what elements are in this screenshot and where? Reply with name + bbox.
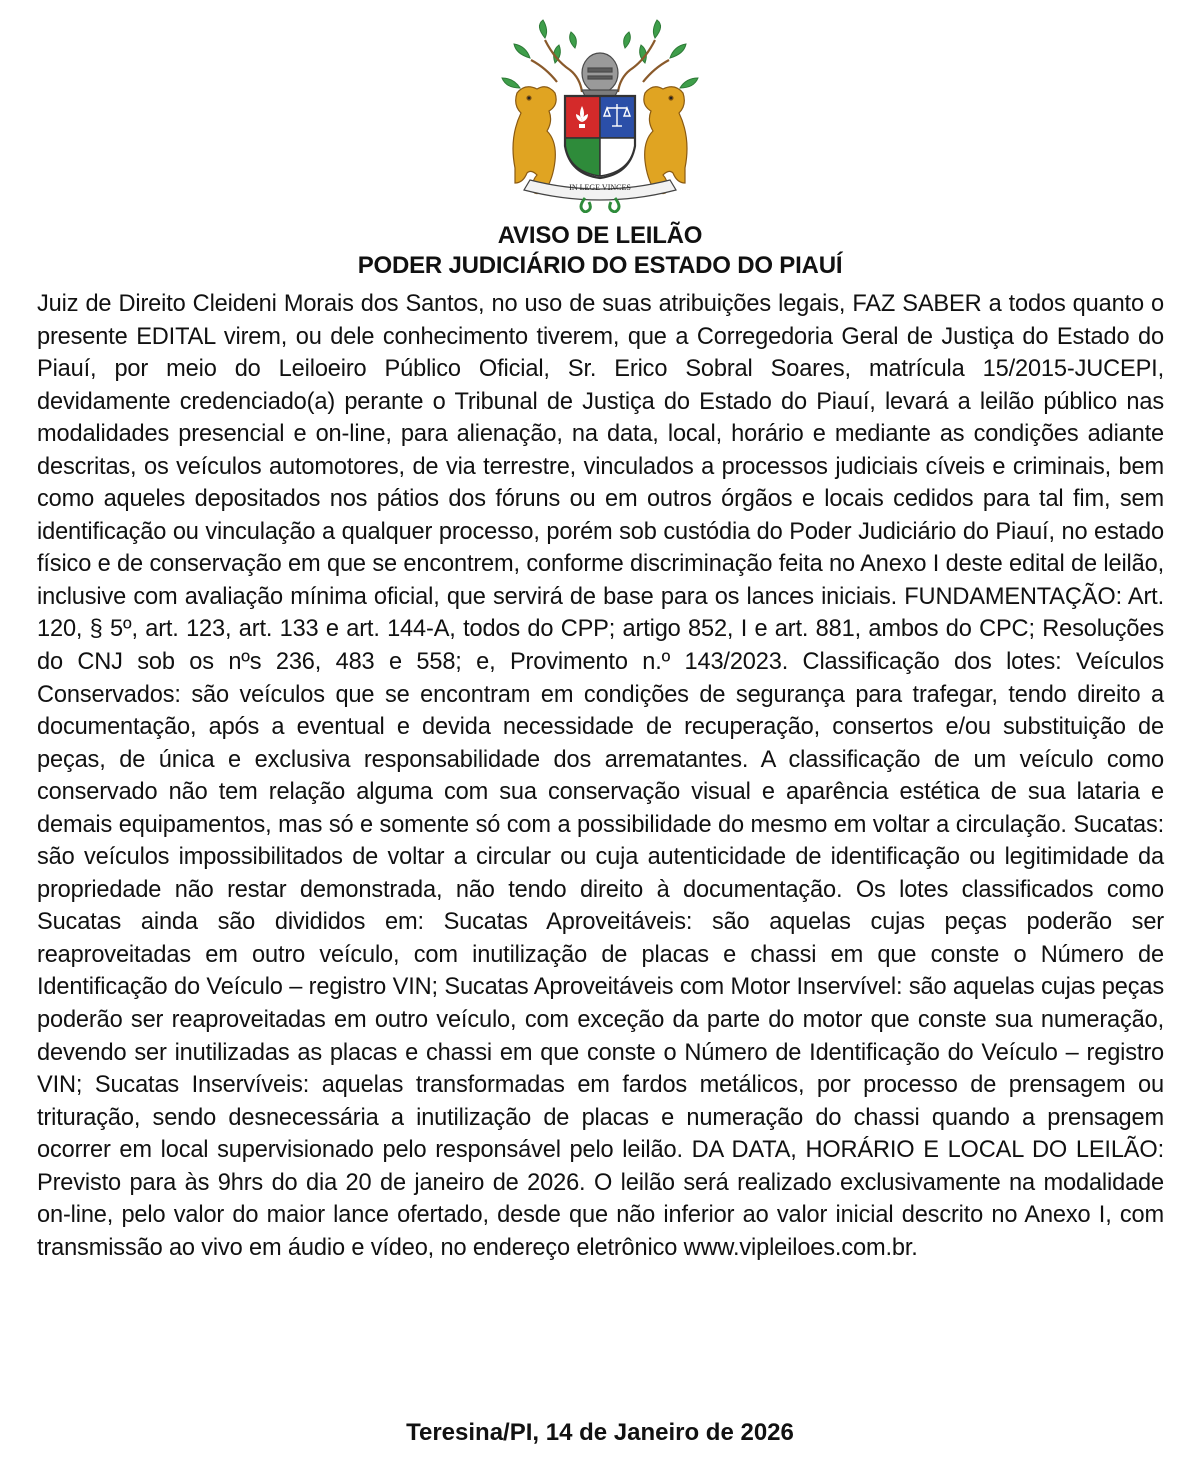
shield bbox=[565, 96, 635, 178]
coat-of-arms-emblem bbox=[485, 18, 715, 213]
helmet bbox=[582, 53, 618, 98]
title-block bbox=[0, 221, 1200, 281]
notice-subtitle: PODER JUDICIÁRIO DO ESTADO DO PIAUÍ bbox=[357, 252, 843, 279]
place-date-signature: Teresina/PI, 14 de Janeiro de 2026 bbox=[406, 1419, 794, 1446]
notice-body-paragraph: Juiz de Direito Cleideni Morais dos Santos, no uso de suas atribuições legais, FAZ SABER a todos quanto o presente EDITAL virem, ou dele conhecimento tiverem, que a Corregedoria Geral de Justiça do Estado do Piauí, por meio do Leiloeiro Público Oficial, Sr. Erico Sobral Soares, matrícula 15/2015-JUCEPI, devidamente credenciado(a) perante o Tribunal de Justiça do Estado do Piauí, levará a leilão público nas modalidades presencial e on-line, para alienação, na data, local, horário e mediante as condições adiante descritas, os veículos automotores, de via terrestre, vinculados a processos judiciais cíveis e criminais, bem como aqueles depositados nos pátios dos fóruns ou em outros órgãos e locais cedidos para tal fim, sem identificação ou vinculação a qualquer processo, porém sob custódia do Poder Judiciário do Piauí, no estado físico e de conservação em que se encontrem, conforme discriminação feita no Anexo I deste edital de leilão, inclusive com avaliação mínima oficial, que servirá de base para os lances iniciais. FUNDAMENTAÇÃO: Art. 120, § 5º, art. 123, art. 133 e art. 144-A, todos do CPP; artigo 852, I e art. 881, ambos do CPC; Resoluções do CNJ sob os nºs 236, 483 e 558; e, Provimento n.º 143/2023. Classificação dos lotes: Veículos Conservados: são veículos que se encontram em condições de segurança para trafegar, tendo direito a documentação, após a eventual e devida necessidade de recuperação, consertos e/ou substituição de peças, de única e exclusiva responsabilidade dos arrematantes. A classificação de um veículo como conservado não tem relação alguma com sua conservação visual e aparência estética de sua lataria e demais equipamentos, mas só e somente só com a possibilidade do mesmo em voltar a circulação. Sucatas: são veículos impossibilitados de voltar a circular ou cuja autenticidade de identificação ou legitimidade da propriedade não restar demonstrada, não tendo direito à documentação. Os lotes classificados como Sucatas ainda são divididos em: Sucatas Aproveitáveis: são aquelas cujas peças poderão ser reaproveitadas em outro veículo, com inutilização de placas e chassi em que conste o Número de Identificação do Veículo – registro VIN; Sucatas Aproveitáveis com Motor Inservível: são aquelas cujas peças poderão ser reaproveitadas em outro veículo, com exceção da parte do motor que conste sua numeração, devendo ser inutilizadas as placas e chassi em que conste o Número de Identificação do Veículo – registro VIN; Sucatas Inservíveis: aquelas transformadas em fardos metálicos, por processo de prensagem ou trituração, sendo desnecessária a inutilização de placas e numeração do chassi quando a prensagem ocorrer em local supervisionado pelo responsável pelo leilão. DA DATA, HORÁRIO E LOCAL DO LEILÃO: Previsto para às 9hrs do dia 20 de janeiro de 2026. O leilão será realizado exclusivamente na modalidade on-line, pelo valor do maior lance ofertado, desde que não inferior ao valor inicial descrito no Anexo I, com transmissão ao vivo em áudio e vídeo, no endereço eletrônico www.vipleiloes.com.br. bbox=[37, 291, 1164, 1261]
notice-title: AVISO DE LEILÃO bbox=[497, 222, 703, 249]
lion-right bbox=[644, 87, 687, 194]
motto-text: IN LEGE VINCES bbox=[569, 183, 631, 192]
lion-left bbox=[513, 87, 556, 194]
